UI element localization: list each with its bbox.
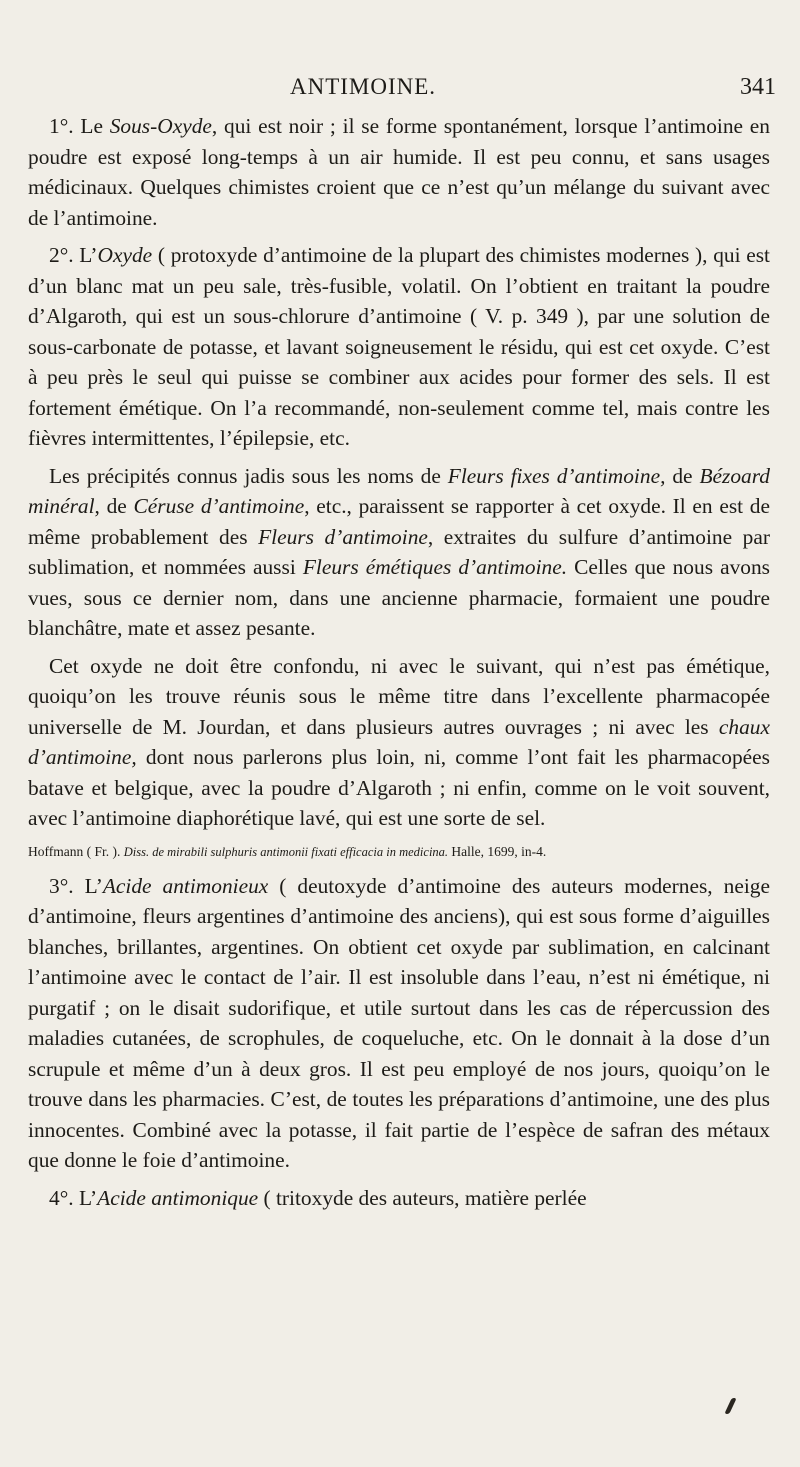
paragraph-acide-antimonieux: [28, 871, 770, 1176]
italic-term: Fleurs émétiques d’antimoine.: [302, 555, 568, 579]
paragraph-acide-antimonique: [28, 1183, 770, 1214]
italic-term: Oxyde: [97, 243, 153, 267]
italic-term: Acide antimonique: [97, 1185, 259, 1210]
italic-term: Diss. de mirabili sulphuris antimonii fixati efficacia in medicina.: [123, 844, 449, 859]
text-run: , etc., paraissent se rapporter à cet oxyde. Il en est de même probablement des: [28, 494, 770, 549]
page-number: 341: [740, 74, 776, 100]
paragraph-sous-oxyde: [28, 111, 770, 233]
text-run: 2°. L’: [49, 243, 98, 267]
text-run: de: [665, 463, 700, 488]
paragraph-confondu: [28, 651, 770, 834]
italic-term: Sous-Oxyde: [109, 114, 212, 138]
page-body: [28, 111, 770, 1220]
italic-term: chaux d’antimoine,: [28, 714, 770, 769]
text-run: ( protoxyde d’antimoine de la plupart des chimistes modernes ), qui est d’un blanc mat un peu sale, très-fusible, volatil. On l’obtient en traitant la poudre d’Algaroth, qui est un sous-chlorure d’antimoine ( V. p. 349 ), par une solution de sous-carbonate de potasse, et lavant soigneusement le résidu, qui est cet oxyde. C’est à peu près le seul qui puisse se combiner aux acides pour former des sels. Il est fortement émétique. On l’a recommandé, non-seulement comme tel, mais contre les fièvres intermittentes, l’épilepsie, etc.: [28, 243, 770, 450]
text-run: 4°. L’: [49, 1185, 98, 1210]
text-run: ( deutoxyde d’antimoine des auteurs modernes, neige d’antimoine, fleurs argentines d’antimoine des anciens), qui est sous forme d’aiguilles blanches, brillantes, argentines. On obtient cet oxyde par sublimation, en calcinant l’antimoine avec le contact de l’air. Il est insoluble dans l’eau, n’est ni émétique, ni purgatif ; on le disait sudorifique, et utile surtout dans les cas de répercussion des maladies cutanées, de scrophules, de coqueluche, etc. On le donnait à la dose d’un scrupule et même d’un à deux gros. Il est peu employé de nos jours, quoiqu’on le trouve dans les pharmacies. C’est, de toutes les préparations d’antimoine, une des plus innocentes. Combiné avec la potasse, il fait partie de l’espèce de safran des métaux que donne le foie d’antimoine.: [28, 873, 770, 1172]
bibliographic-reference: [28, 841, 770, 863]
running-title: ANTIMOINE.: [290, 74, 437, 99]
text-run: Celles que nous avons vues, sous ce dernier nom, dans une ancienne pharmacie, formaient une poudre blanchâtre, mate et assez pesante.: [28, 555, 770, 640]
text-run: Les précipités connus jadis sous les noms de: [49, 463, 448, 488]
text-run: Cet oxyde ne doit être confondu, ni avec le suivant, qui n’est pas émétique, quoiqu’on les trouve réunis sous le même titre dans l’excellente pharmacopée universelle de M. Jourdan, et dans plusieurs autres ouvrages ; ni avec les: [28, 653, 770, 739]
text-run: dont nous parlerons plus loin, ni, comme l’ont fait les pharmacopées batave et belgique, avec la poudre d’Algaroth ; ni enfin, comme on le voit souvent, avec l’antimoine diaphorétique lavé, qui est une sorte de sel.: [28, 745, 770, 830]
italic-term: Acide antimonieux: [102, 873, 269, 898]
paragraph-precipites: [28, 461, 770, 644]
text-run: 1°. Le: [49, 114, 110, 138]
text-run: , qui est noir ; il se forme spontanément, lorsque l’antimoine en poudre est exposé long-temps à un air humide. Il est peu connu, et sans usages médicinaux. Quelques chimistes croient que ce n’est qu’un mélange du suivant avec de l’antimoine.: [28, 114, 770, 230]
text-run: , extraites du sulfure d’antimoine par sublimation, et nommées aussi: [28, 524, 770, 579]
page-header: [0, 74, 800, 104]
text-run: Hoffmann ( Fr. ).: [28, 843, 124, 859]
ink-mark: [724, 1398, 736, 1414]
text-run: , de: [94, 494, 134, 518]
text-run: ( tritoxyde des auteurs, matière perlée: [258, 1185, 587, 1210]
italic-term: Fleurs d’antimoine: [258, 524, 428, 549]
italic-term: Fleurs fixes d’antimoine,: [447, 463, 666, 488]
text-run: 3°. L’: [49, 873, 103, 898]
paragraph-oxyde: [28, 240, 770, 454]
italic-term: Bézoard minéral: [28, 463, 770, 518]
text-run: Halle, 1699, in-4.: [448, 843, 547, 859]
italic-term: Céruse d’antimoine: [133, 494, 305, 518]
